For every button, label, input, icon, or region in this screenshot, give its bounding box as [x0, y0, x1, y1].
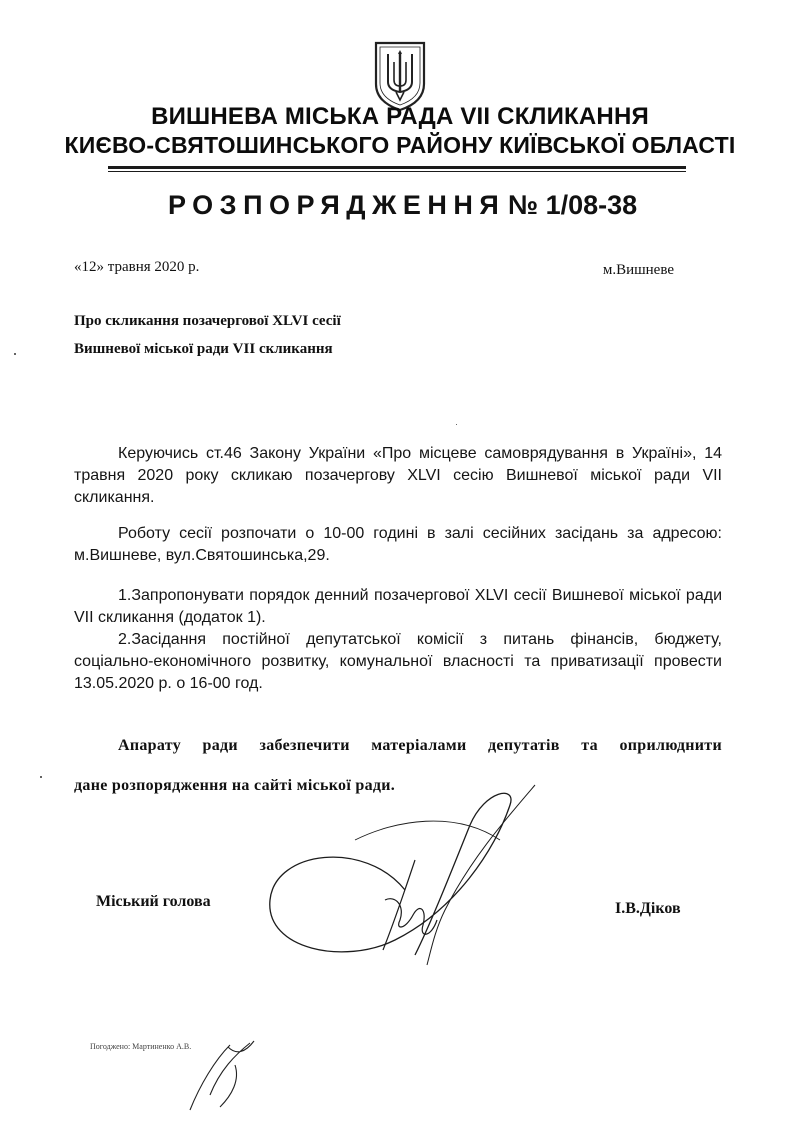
trident-coat-of-arms-icon: [372, 40, 428, 112]
order-item-1: 1.Запропонувати порядок денний позачергової XLVI сесії Вишневої міської ради VII скликання (додаток 1).: [74, 587, 722, 626]
header-divider: [108, 166, 686, 169]
signer-title: Міський голова: [96, 893, 211, 910]
document-date: «12» травня 2020 р.: [74, 259, 200, 275]
handwritten-signature: [255, 780, 555, 980]
document-type: РОЗПОРЯДЖЕННЯ: [168, 190, 506, 220]
subject-line-2: Вишневої міської ради VII скликання: [74, 341, 333, 357]
scan-speck: [14, 353, 16, 355]
approval-note: Погоджено: Мартиненко А.В.: [90, 1042, 192, 1051]
order-item-2: 2.Засідання постійної депутатської комісії з питань фінансів, бюджету, соціально-економічного розвитку, комунальної власності та приватизації провести 13.05.2020 р. о 16-00 год.: [74, 631, 722, 692]
subject-line-1: Про скликання позачергової XLVI сесії: [74, 313, 341, 329]
header-divider-thin: [108, 171, 686, 172]
scan-speck: [40, 776, 42, 778]
instruction-line-1: Апарату ради забезпечити матеріалами депутатів та оприлюднити: [118, 737, 722, 754]
scan-speck: [456, 424, 457, 425]
instruction-line-2: дане розпорядження на сайті міської ради.: [74, 777, 396, 794]
signer-name: І.В.Діков: [615, 900, 681, 917]
body-paragraph-venue: Роботу сесії розпочати о 10-00 годині в залі сесійних засідань за адресою: м.Вишневе, вул.Святошинська,29.: [74, 525, 722, 564]
document-place: м.Вишневе: [602, 262, 674, 278]
organization-district: КИЄВО-СВЯТОШИНСЬКОГО РАЙОНУ КИЇВСЬКОЇ ОБЛАСТІ: [64, 132, 736, 158]
approval-initials-signature: [180, 1035, 270, 1115]
organization-name: ВИШНЕВА МІСЬКА РАДА VII СКЛИКАННЯ: [151, 103, 649, 130]
document-number: № 1/08-38: [508, 190, 638, 220]
body-paragraph-legal-basis: Керуючись ст.46 Закону України «Про місцеве самоврядування в Україні», 14 травня 2020 року скликаю позачергову XLVI сесію Вишневої міської ради VII скликання.: [74, 445, 722, 506]
